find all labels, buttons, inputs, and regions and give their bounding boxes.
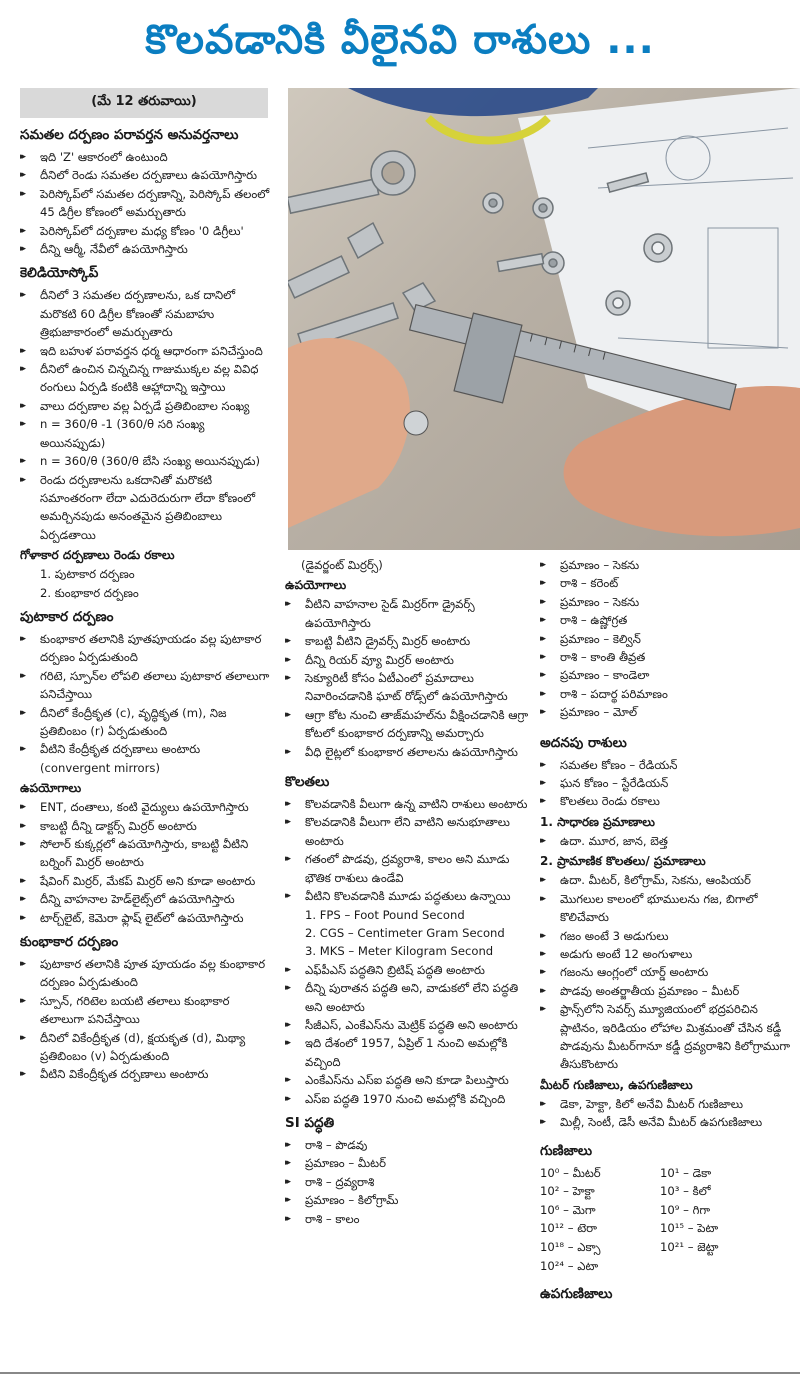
multiple-item: 10¹⁵ – పెటా xyxy=(660,1221,719,1236)
list-item: ▸▸ ఇది దేశంలో 1957, ఏప్రిల్ 1 నుంచి అమల్లోకి వచ్చింది xyxy=(285,1034,530,1071)
additional-list xyxy=(540,756,798,811)
multiple-item: 10¹ – డెకా xyxy=(660,1165,712,1180)
subheading-uses: ఉపయోగాలు xyxy=(20,781,82,796)
list-item: ▸▸ కొలవడానికి వీలుగా లేని వాటిని అనుభూతాలు అంటారు xyxy=(285,813,530,850)
common-units-list xyxy=(540,832,798,850)
list-item: ▸▸ రెండు దర్పణాలను ఒకదానితో మరొకటి సమాంతరంగా లేదా ఎదురెదురుగా లేదా కోణంలో అమర్చినపుడు అనంతమైన ప్రతిబింబాలు ఏర్పడతాయి xyxy=(20,471,272,545)
list-item: ▸▸ ఎఫ్‌పీఎస్ పద్ధతిని బ్రిటిష్ పద్ధతి అంటారు xyxy=(285,961,530,979)
list-item: ▸▸ n = 360/θ (360/θ బేసి సంఖ్య అయినప్పుడు) xyxy=(20,452,272,470)
subheading-spherical-mirrors: గోళాకార దర్పణాలు రెండు రకాలు xyxy=(20,548,175,563)
list-item: ▸▸ రాశి – కాలం xyxy=(285,1210,530,1228)
subheading-meter-multiples: మీటర్ గుణిజాలు, ఉపగుణిజాలు xyxy=(540,1077,693,1092)
list-item: ▸▸ దీనిలో ఉంచిన చిన్నచిన్న గాజుముక్కల వల్ల వివిధ రంగులు ఏర్పడి కంటికి ఆహ్లాదాన్ని ఇస్తాయి xyxy=(20,360,272,397)
list-item: ▸▸ గజంను ఆంగ్లంలో యార్డ్ అంటారు xyxy=(540,963,798,981)
section-title-plane-mirror-uses: సమతల దర్పణం పరావర్తన అనువర్తనాలు xyxy=(20,127,239,143)
convex-mirror-list xyxy=(20,955,272,1084)
left-hand xyxy=(288,338,410,528)
subheading-uses: ఉపయోగాలు xyxy=(285,578,347,593)
numbered-item: 2. కుంభాకార దర్పణం xyxy=(40,585,139,600)
list-item: ▸▸ కొలవడానికి వీలుగా ఉన్న వాటిని రాశులు అంటారు xyxy=(285,795,530,813)
list-item: ▸▸ ప్రమాణం – మోల్ xyxy=(540,703,798,721)
section-title-multiples: గుణిజాలు xyxy=(540,1142,593,1159)
list-item: ▸▸ రాశి – ఉష్ణోగ్రత xyxy=(540,611,798,629)
list-item: ▸▸ దీనిలో కేంద్రీకృత (c), వృద్ధికృత (m), నిజ ప్రతిబింబం (r) ఏర్పడుతుంది xyxy=(20,704,272,741)
list-item: ▸▸ దీనిలో రెండు సమతల దర్పణాలు ఉపయోగిస్తారు xyxy=(20,166,272,184)
multiple-item: 10²¹ – జెట్టా xyxy=(660,1239,719,1254)
list-item: ▸▸ వీటిని కొలవడానికి మూడు పద్ధతులు ఉన్నాయి xyxy=(285,887,530,905)
list-item: ▸▸ పెరిస్కోప్‌లో దర్పణాల మధ్య కోణం '0 డిగ్రీలు' xyxy=(20,222,272,240)
list-item: ▸▸ n = 360/θ -1 (360/θ సరి సంఖ్య అయినప్పుడు) xyxy=(20,415,272,452)
goggles xyxy=(348,88,598,116)
list-item: ▸▸ వీటిని వాహనాల సైడ్ మిర్రర్‌గా డ్రైవర్స్ ఉపయోగిస్తారు xyxy=(285,595,530,632)
list-item: ▸▸ ఆగ్రా కోట నుంచి తాజ్‌మహల్‌ను వీక్షించడానికి ఆగ్రా కోటలో కుంభాకార దర్పణాన్ని అమర్చారు xyxy=(285,706,530,743)
kaleidoscope-list xyxy=(20,286,272,544)
list-item: ▸▸ రాశి – ద్రవ్యరాశి xyxy=(285,1173,530,1191)
list-item: ▸▸ దీన్ని ఆర్మీ, నేవీలో ఉపయోగిస్తారు xyxy=(20,240,272,258)
list-item: ▸▸ స్పూన్, గరిటెల బయటి తలాలు కుంభాకార తలాలుగా పనిచేస్తాయి xyxy=(20,992,272,1029)
right-hand xyxy=(564,386,800,536)
standard-units-list xyxy=(540,871,798,1073)
list-item: ▸▸ రాశి – పదార్థ పరిమాణం xyxy=(540,685,798,703)
multiple-item: 10⁹ – గిగా xyxy=(660,1202,711,1217)
list-item: ▸▸ రాశి – కరెంట్ xyxy=(540,574,798,592)
list-item: ▸▸ సెక్యూరిటీ కోసం ఏటీఎంలో ప్రమాదాలు నివారించడానికి ఘాట్ రోడ్స్‌లో ఉపయోగిస్తారు xyxy=(285,669,530,706)
continued-text: (డైవర్జంట్ మిర్రర్స్) xyxy=(301,558,383,572)
caliper-illustration xyxy=(288,88,800,550)
list-item: ▸▸ కాబట్టి వీటిని డ్రైవర్స్ మిర్రర్ అంటారు xyxy=(285,632,530,650)
list-item: ▸▸ ఫ్రాన్స్‌లోని సెవర్స్ మ్యూజియంలో భద్రపరిచిన ప్లాటినం, ఇరిడియం లోహాల మిశ్రమంతో చేసిన కడ్డీ పొడవును మీటర్‌గానూ కడ్డీ ద్రవ్యరాశిని కిలోగ్రాముగా తీసుకొంటారు xyxy=(540,1000,798,1074)
list-item: ▸▸ గరిటె, స్పూన్‌ల లోపలి తలాలు పుటాకార తలాలుగా పనిచేస్తాయి xyxy=(20,667,272,704)
numbered-item: 2. CGS – Centimeter Gram Second xyxy=(305,925,505,940)
list-item: ▸▸ ప్రమాణం – కిలోగ్రామ్ xyxy=(285,1191,530,1209)
multiple-item: 10³ – కిలో xyxy=(660,1184,711,1199)
list-item: ▸▸ గజం అంటే 3 అడుగులు xyxy=(540,927,798,945)
list-item: ▸▸ రాశి – కాంతి తీవ్రత xyxy=(540,648,798,666)
list-item: ▸▸ దీనిలో 3 సమతల దర్పణాలను, ఒక దానిలో మరొకటి 60 డిగ్రీల కోణంతో సమబాహు త్రిభుజాకారంలో అమర్చుతారు xyxy=(20,286,272,341)
multiples-grid xyxy=(540,1164,798,1276)
multiple-item: 10²⁴ – ఎటా xyxy=(540,1258,599,1273)
list-item: ▸▸ ఇది 'Z' ఆకారంలో ఉంటుంది xyxy=(20,148,272,166)
section-title-si-system: SI పద్ధతి xyxy=(285,1114,335,1131)
multiple-item: 10⁰ – మీటర్ xyxy=(540,1165,601,1180)
list-item: ▸▸ ప్రమాణం – కెల్విన్ xyxy=(540,630,798,648)
list-item: ▸▸ రాశి – పొడవు xyxy=(285,1136,530,1154)
convex-uses-list xyxy=(285,595,530,761)
measurements-list-2 xyxy=(285,961,530,1108)
list-item: ▸▸ ఎస్ఐ పద్ధతి 1970 నుంచి అమల్లోకి వచ్చింది xyxy=(285,1090,530,1108)
multiple-item: 10¹² – టెరా xyxy=(540,1221,598,1236)
list-item: ▸▸ దీన్ని పురాతన పద్ధతి అని, వాడుకలో లేని పద్ధతి అని అంటారు xyxy=(285,979,530,1016)
column-2 xyxy=(285,556,530,1370)
list-item: ▸▸ కాబట్టి దీన్ని డాక్టర్స్ మిర్రర్ అంటారు xyxy=(20,817,272,835)
date-box: (మే 12 తరువాయి) xyxy=(20,88,268,118)
list-item: ▸▸ ఎంకేఎస్‌ను ఎస్ఐ పద్ధతి అని కూడా పిలుస్తారు xyxy=(285,1071,530,1089)
headline: కొలవడానికి వీలైనవి రాశులు ... xyxy=(145,17,655,63)
list-item: ▸▸ పొడవు అంతర్జాతీయ ప్రమాణం – మీటర్ xyxy=(540,982,798,1000)
si-units-list xyxy=(540,556,798,722)
list-item: ▸▸ వీధి లైట్లలో కుంభాకార తలాలను ఉపయోగిస్తారు xyxy=(285,743,530,761)
si-list xyxy=(285,1136,530,1228)
list-item: ▸▸ దీన్ని రియర్ వ్యూ మిర్రర్ అంటారు xyxy=(285,651,530,669)
concave-uses-list xyxy=(20,798,272,927)
list-item: ▸▸ ప్రమాణం – సెకను xyxy=(540,556,798,574)
list-item: ▸▸ టార్చ్‌లైట్, కెమెరా ఫ్లాష్ లైట్‌లో ఉపయోగిస్తారు xyxy=(20,909,272,927)
list-item: ▸▸ అడుగు అంటే 12 అంగుళాలు xyxy=(540,945,798,963)
list-item: ▸▸ పెరిస్కోప్‌లో సమతల దర్పణాన్ని, పెరిస్కోప్ తలంలో 45 డిగ్రీల కోణంలో అమర్చుతారు xyxy=(20,185,272,222)
list-item: ▸▸ ఇది బహుళ పరావర్తన ధర్మ ఆధారంగా పనిచేస్తుంది xyxy=(20,342,272,360)
subheading-standard-units: 2. ప్రామాణిక కొలతలు/ ప్రమాణాలు xyxy=(540,854,706,869)
meter-multiples-list xyxy=(540,1095,798,1132)
multiple-item: 10⁶ – మెగా xyxy=(540,1202,596,1217)
list-item: ▸▸ ఘన కోణం – స్టేరేడియన్ xyxy=(540,774,798,792)
list-item: ▸▸ ENT, దంతాలు, కంటి వైద్యులు ఉపయోగిస్తారు xyxy=(20,798,272,816)
list-item: ▸▸ కొలతలు రెండు రకాలు xyxy=(540,792,798,810)
section-title-additional-quantities: అదనపు రాశులు xyxy=(540,734,627,751)
numbered-item: 1. FPS – Foot Pound Second xyxy=(305,907,465,922)
list-item: ▸▸ దీన్ని వాహనాల హెడ్‌లైట్స్‌లో ఉపయోగిస్తారు xyxy=(20,890,272,908)
bottom-rule xyxy=(0,1372,800,1374)
numbered-item: 3. MKS – Meter Kilogram Second xyxy=(305,944,494,959)
list-item: ▸▸ ప్రమాణం – సెకను xyxy=(540,593,798,611)
list-item: ▸▸ ప్రమాణం – కాండెలా xyxy=(540,666,798,684)
plane-mirror-list xyxy=(20,148,272,258)
section-title-convex-mirror: కుంభాకార దర్పణం xyxy=(20,934,119,951)
list-item: ▸▸ ఉదా. మూర, జాన, బెత్త xyxy=(540,832,798,850)
multiple-item: 10¹⁸ – ఎక్సా xyxy=(540,1239,601,1254)
list-item: ▸▸ వీటిని కేంద్రీకృత దర్పణాలు అంటారు (convergent mirrors) xyxy=(20,740,272,777)
list-item: ▸▸ షేవింగ్ మిర్రర్, మేకప్ మిర్రర్ అని కూడా అంటారు xyxy=(20,872,272,890)
column-3 xyxy=(540,556,798,1370)
concave-mirror-list xyxy=(20,630,272,777)
measurements-list xyxy=(285,795,530,905)
section-title-submultiples: ఉపగుణిజాలు xyxy=(540,1286,613,1303)
multiple-item xyxy=(660,1257,780,1276)
list-item: ▸▸ మిల్లీ, సెంటీ, డెసీ అనేవి మీటర్ ఉపగుణిజాలు xyxy=(540,1113,798,1131)
list-item: ▸▸ వాలు దర్పణాల వల్ల ఏర్పడే ప్రతిబింబాల సంఖ్య xyxy=(20,397,272,415)
section-title-measurements: కొలతలు xyxy=(285,774,330,791)
list-item: ▸▸ సమతల కోణం – రేడియన్ xyxy=(540,756,798,774)
column-1 xyxy=(20,88,272,1370)
list-item: ▸▸ సోలార్ కుక్కర్లలో ఉపయోగిస్తారు, కాబట్టి వీటిని బర్నింగ్ మిర్రర్ అంటారు xyxy=(20,835,272,872)
list-item: ▸▸ గతంలో పొడవు, ద్రవ్యరాశి, కాలం అని మూడు భౌతిక రాశులు ఉండేవి xyxy=(285,850,530,887)
list-item: ▸▸ ప్రమాణం – మీటర్ xyxy=(285,1154,530,1172)
list-item: ▸▸ డెకా, హెక్టా, కిలో అనేవి మీటర్ గుణిజాలు xyxy=(540,1095,798,1113)
numbered-item: 1. పుటాకార దర్పణం xyxy=(40,567,135,582)
section-title-kaleidoscope: కెలిడియోస్కోప్ xyxy=(20,265,99,282)
section-title-concave-mirror: పుటాకార దర్పణం xyxy=(20,608,114,625)
list-item: ▸▸ పుటాకార తలానికి పూత పూయడం వల్ల కుంభాకార దర్పణం ఏర్పడుతుంది xyxy=(20,955,272,992)
subheading-common-units: 1. సాధారణ ప్రమాణాలు xyxy=(540,814,655,829)
list-item: ▸▸ సీజీఎస్, ఎంకేఎస్‌ను మెట్రిక్ పద్ధతి అని అంటారు xyxy=(285,1016,530,1034)
caliper-photo xyxy=(288,88,800,550)
multiple-item: 10² – హెక్టా xyxy=(540,1184,595,1199)
list-item: ▸▸ దీనిలో వికేంద్రీకృత (d), క్షయకృత (d), మిథ్యా ప్రతిబింబం (v) ఏర్పడుతుంది xyxy=(20,1029,272,1066)
list-item: ▸▸ వీటిని వికేంద్రీకృత దర్పణాలు అంటారు xyxy=(20,1065,272,1083)
list-item: ▸▸ కుంభాకార తలానికి పూతపూయడం వల్ల పుటాకార దర్పణం ఏర్పడుతుంది xyxy=(20,630,272,667)
list-item: ▸▸ ఉదా. మీటర్, కిలోగ్రామ్, సెకను, ఆంపియర్ xyxy=(540,871,798,889)
list-item: ▸▸ మొగలుల కాలంలో భూములను గజ, బిగాలో కొలిచేవారు xyxy=(540,890,798,927)
